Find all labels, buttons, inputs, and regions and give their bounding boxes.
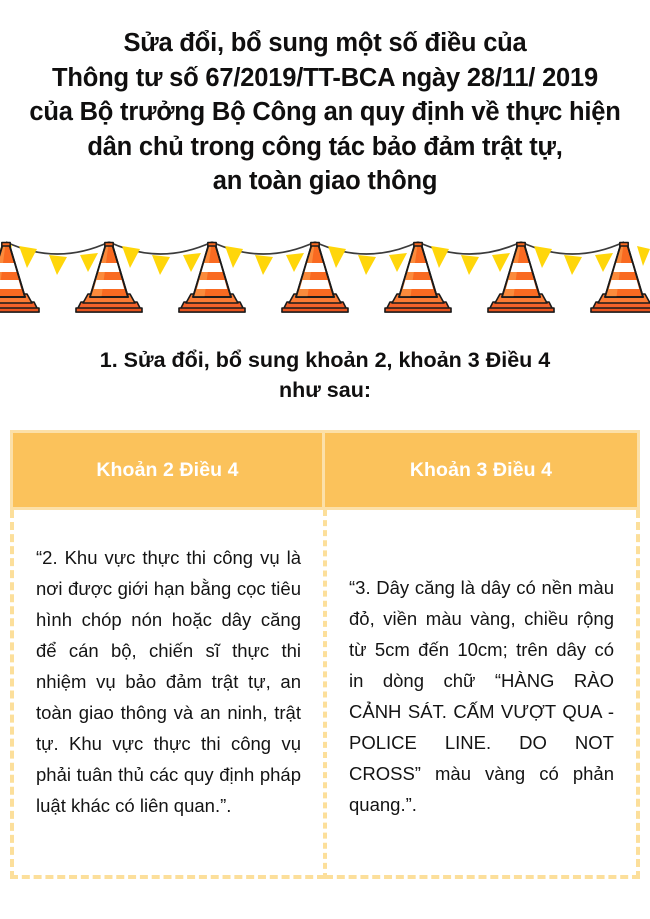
section-heading-line-1: 1. Sửa đổi, bổ sung khoản 2, khoản 3 Điều 4 [99, 348, 551, 372]
column-header-label: Khoản 2 Điều 4 [96, 458, 239, 481]
title-line-3: của Bộ trưởng Bộ Công an quy định về thực hiện [29, 98, 621, 126]
section-heading-line-2: như sau: [278, 378, 371, 402]
title-line-4: dân chủ trong công tác bảo đảm trật tự, [87, 132, 563, 161]
title-line-1: Sửa đổi, bổ sung một số điều của [123, 29, 527, 57]
traffic-cone-bunting-band [0, 228, 650, 320]
column-body-text: “3. Dây căng là dây có nền màu đỏ, viền màu vàng, chiều rộng từ 5cm đến 10cm; trên dây có in dòng chữ “HÀNG RÀO CẢNH SÁT. CẤM VƯỢT QUA - POLICE LINE. DO NOT CROSS” màu vàng có phản quang.”. [349, 577, 614, 815]
column-header-khoan-2 [13, 433, 325, 507]
comparison-header-row [10, 430, 640, 510]
column-body-khoan-2 [10, 510, 325, 879]
column-body-text: “2. Khu vực thực thi công vụ là nơi được giới hạn bằng cọc tiêu hình chóp nón hoặc dây căng để cán bộ, chiến sĩ thực thi nhiệm vụ bảo đảm trật tự, an toàn giao thông và an ninh, trật tự. Khu vực thực thi công vụ phải tuân thủ các quy định pháp luật khác có liên quan.”. [36, 547, 301, 816]
column-body-khoan-3 [325, 510, 640, 879]
section-heading [0, 345, 650, 405]
column-header-label: Khoản 3 Điều 4 [409, 458, 553, 481]
page-title [0, 26, 650, 199]
comparison-table [10, 430, 640, 879]
title-line-5: an toàn giao thông [212, 167, 438, 195]
comparison-body-row [10, 510, 640, 879]
title-line-2: Thông tư số 67/2019/TT-BCA ngày 28/11/ 2019 [51, 63, 599, 92]
column-header-khoan-3 [325, 433, 637, 507]
